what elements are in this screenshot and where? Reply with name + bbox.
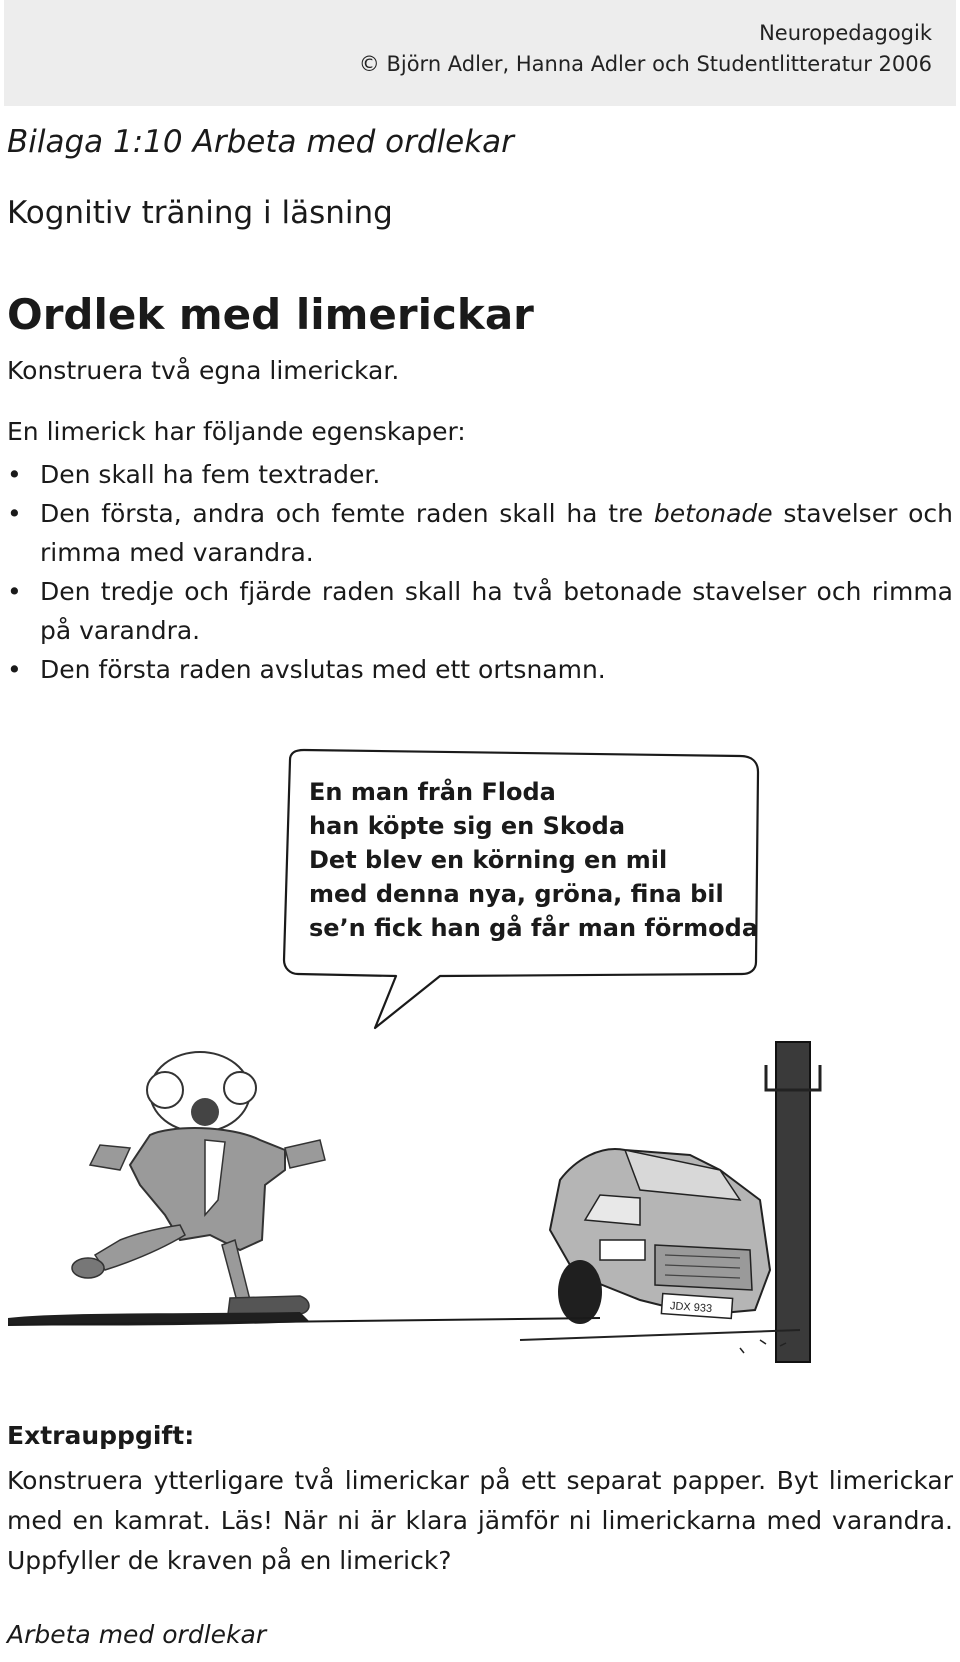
appendix-number: Bilaga 1:10 — [7, 124, 183, 160]
limerick-text — [309, 775, 758, 945]
bullet-icon: • — [7, 460, 22, 489]
list-item-text: Den första raden avslutas med ett ortsnamn. — [40, 655, 606, 684]
task-instruction: Konstruera två egna limerickar. — [7, 356, 400, 385]
limerick-line: En man från Floda — [309, 778, 556, 806]
list-item-text: Den skall ha fem textrader. — [40, 460, 381, 489]
section-subtitle: Kognitiv träning i läsning — [7, 195, 393, 231]
extra-task-text: Konstruera ytterligare två limerickar på ett separat papper. Byt limerickar med en kamrat. Läs! När ni är klara jämför ni limerickarna med varandra. Uppfyller de kraven på en limerick? — [7, 1466, 953, 1575]
header-copyright: © Björn Adler, Hanna Adler och Studentlitteratur 2006 — [358, 52, 932, 76]
extra-task-heading: Extrauppgift: — [7, 1421, 195, 1450]
limerick-line: Det blev en körning en mil — [309, 846, 668, 874]
limerick-line: se’n fick han gå får man förmoda — [309, 914, 759, 942]
bullet-icon: • — [7, 499, 22, 528]
list-item-text: stavelser och rimma med varandra. — [40, 499, 953, 567]
bullet-icon: • — [7, 577, 22, 606]
properties-intro: En limerick har följande egenskaper: — [7, 417, 466, 446]
crashed-car-illustration — [520, 1042, 820, 1362]
bullet-icon: • — [7, 655, 22, 684]
page-footer: Arbeta med ordlekar — [7, 1620, 267, 1649]
list-item-emphasis: betonade — [653, 499, 773, 528]
page-title: Ordlek med limerickar — [7, 290, 534, 339]
limerick-line: han köpte sig en Skoda — [309, 812, 626, 840]
header-book-title: Neuropedagogik — [759, 21, 932, 45]
list-item-text: Den tredje och fjärde raden skall ha två betonade stavelser och rimma på varandra. — [40, 577, 953, 645]
license-plate-text: JDX 933 — [669, 1300, 713, 1316]
limerick-line: med denna nya, gröna, fina bil — [309, 880, 724, 908]
list-item-text: Den första, andra och femte raden skall ha tre — [40, 499, 644, 528]
appendix-name: Arbeta med ordlekar — [192, 124, 514, 160]
clown-illustration — [8, 1052, 325, 1326]
